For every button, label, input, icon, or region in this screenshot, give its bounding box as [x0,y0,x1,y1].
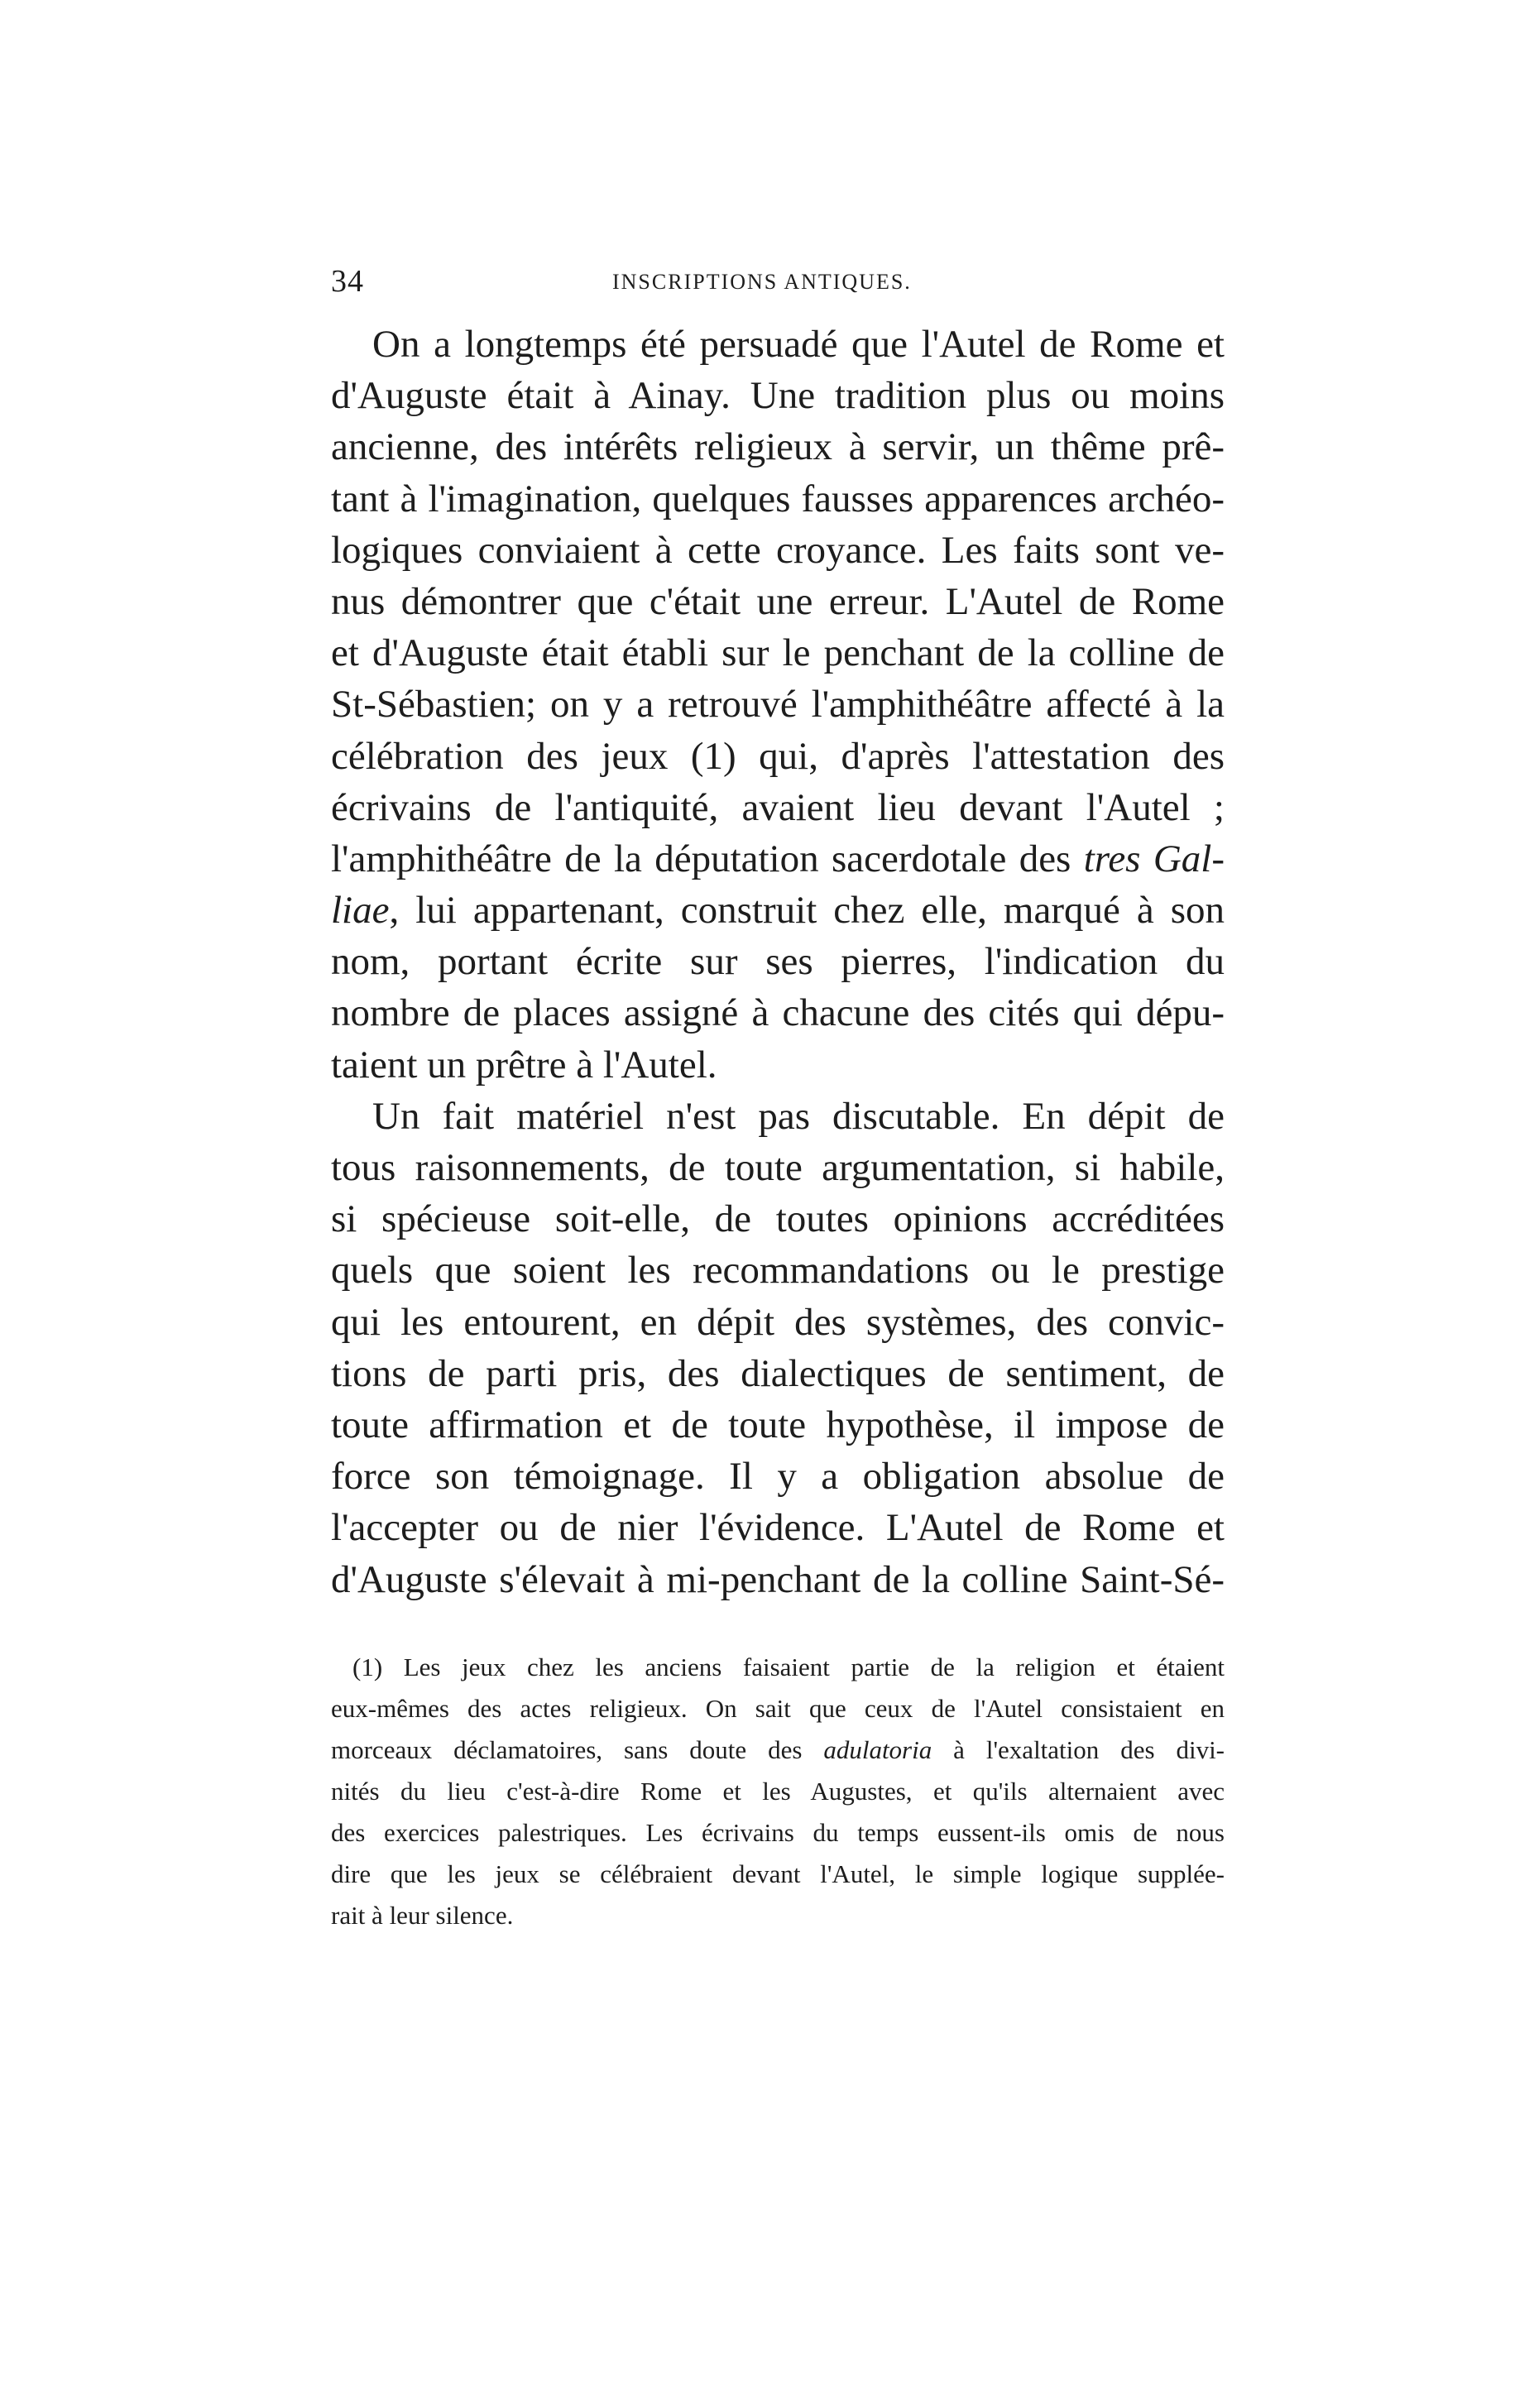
footnote-line-start: morceaux déclamatoires, sans doute des [331,1735,824,1764]
text-line: tions de parti pris, des dialectiques de sentiment, de [331,1351,1225,1395]
text-line: célébration des jeux (1) qui, d'après l'attestation des [331,734,1225,778]
text-line: qui les entourent, en dépit des systèmes, des convic- [331,1300,1225,1344]
text-line: logiques conviaient à cette croyance. Les faits sont ve- [331,528,1225,572]
text-line: tant à l'imagination, quelques fausses apparences archéo- [331,477,1225,520]
text-line: taient un prêtre à l'Autel. [331,1043,717,1086]
text-line-start: l'amphithéâtre de la députation sacerdotale des [331,837,1084,880]
italic-term: adulatoria [823,1735,932,1764]
footnote-line-rest: à l'exaltation des divi- [932,1735,1225,1764]
running-title: INSCRIPTIONS ANTIQUES. [612,270,912,294]
text-line: nus démontrer que c'était une erreur. L'Autel de Rome [331,579,1225,623]
footnote [331,1647,1225,1936]
text-line: l'accepter ou de nier l'évidence. L'Autel de Rome et [331,1506,1225,1550]
text-line: quels que soient les recommandations ou le prestige [331,1249,1225,1293]
text-line: tous raisonnements, de toute argumentation, si habile, [331,1146,1225,1189]
page-number: 34 [331,264,364,299]
footnote-line: des exercices palestriques. Les écrivains du temps eussent-ils omis de nous [331,1818,1225,1847]
footnote-line [331,1729,1225,1771]
footnote-line: eux-mêmes des actes religieux. On sait que ceux de l'Autel consistaient en [331,1694,1225,1723]
text-line: On a longtemps été persuadé que l'Autel de Rome et [372,323,1225,366]
running-head [331,263,1233,303]
footnote-line: nités du lieu c'est-à-dire Rome et les Augustes, et qu'ils alternaient avec [331,1777,1225,1806]
text-line: si spécieuse soit-elle, de toutes opinions accréditées [331,1197,1225,1241]
text-line: d'Auguste s'élevait à mi-penchant de la colline Saint-Sé- [331,1557,1225,1601]
footnote-line: (1) Les jeux chez les anciens faisaient partie de la religion et étaient [352,1653,1225,1681]
footnote-line: dire que les jeux se célébraient devant l'Autel, le simple logique supplée- [331,1859,1225,1888]
text-line: écrivains de l'antiquité, avaient lieu devant l'Autel ; [331,785,1225,829]
text-line: nom, portant écrite sur ses pierres, l'indication du [331,940,1225,984]
text-line: ancienne, des intérêts religieux à servir, un thême prê- [331,425,1225,469]
text-line: d'Auguste était à Ainay. Une tradition plus ou moins [331,374,1225,418]
text-line: toute affirmation et de toute hypothèse, il impose de [331,1403,1225,1446]
text-line: force son témoignage. Il y a obligation absolue de [331,1455,1225,1499]
body-text [331,319,1225,1605]
italic-term: liae [331,889,390,933]
text-line: nombre de places assigné à chacune des cités qui dépu- [331,991,1225,1035]
text-line [331,885,1225,936]
text-line: St-Sébastien; on y a retrouvé l'amphithéâtre affecté à la [331,683,1225,727]
italic-term: tres Gal- [1083,837,1225,880]
text-line-rest: , lui appartenant, construit chez elle, marqué à son [389,889,1225,933]
text-line [331,833,1225,885]
footnote-line: rait à leur silence. [331,1901,514,1930]
text-line: Un fait matériel n'est pas discutable. En dépit de [372,1094,1225,1138]
text-line: et d'Auguste était établi sur le penchant de la colline de [331,631,1225,675]
